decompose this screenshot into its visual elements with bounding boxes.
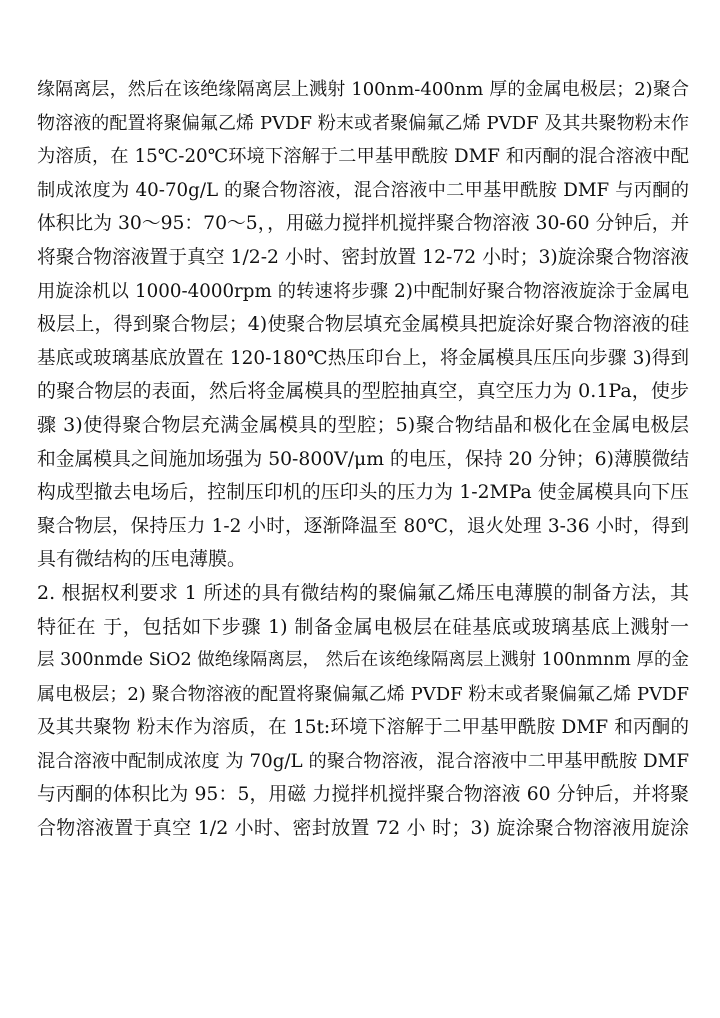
text-line: 骤 3)使得聚合物层充满金属模具的型腔；5)聚合物结晶和极化在金属电极层: [37, 413, 689, 436]
text-line: 具有微结构的压电薄膜。: [37, 548, 247, 571]
text-line: 体积比为 30～95：70～5，，用磁力搅拌机搅拌聚合物溶液 30-60 分钟后，并: [37, 213, 689, 235]
text-line: 用旋涂机以 1000-4000rpm 的转速将步骤 2)中配制好聚合物溶液旋涂于金属电: [37, 280, 689, 302]
text-line: 属电极层；2) 聚合物溶液的配置将聚偏氟乙烯 PVDF 粉末或者聚偏氟乙烯 PVDF: [37, 683, 689, 705]
text-line: 构成型撤去电场后，控制压印机的压印头的压力为 1-2MPa 使金属模具向下压: [37, 482, 689, 504]
text-line: 与丙酮的体积比为 95：5，用磁 力搅拌机搅拌聚合物溶液 60 分钟后，并将聚: [37, 784, 689, 806]
text-line: 将聚合物溶液置于真空 1/2-2 小时、密封放置 12-72 小时；3)旋涂聚合物溶液: [37, 246, 689, 268]
text-line: 2. 根据权利要求 1 所述的具有微结构的聚偏氟乙烯压电薄膜的制备方法，其: [37, 581, 689, 604]
text-line: 聚合物层，保持压力 1-2 小时，逐渐降温至 80℃，退火处理 3-36 小时，得到: [37, 515, 689, 537]
text-line: 极层上，得到聚合物层；4)使聚合物层填充金属模具把旋涂好聚合物溶液的硅: [37, 313, 689, 336]
text-line: 制成浓度为 40-70g/L 的聚合物溶液，混合溶液中二甲基甲酰胺 DMF 与丙酮的: [37, 179, 689, 201]
text-line: 混合溶液中配制成浓度 为 70g/L 的聚合物溶液，混合溶液中二甲基甲酰胺 DMF: [37, 750, 689, 772]
text-line: 为溶质，在 15℃-20℃环境下溶解于二甲基甲酰胺 DMF 和丙酮的混合溶液中配: [37, 146, 689, 168]
text-line: 的聚合物层的表面，然后将金属模具的型腔抽真空，真空压力为 0.1Pa，使步: [37, 380, 689, 403]
text-line: 物溶液的配置将聚偏氟乙烯 PVDF 粉末或者聚偏氟乙烯 PVDF 及其共聚物粉末作: [37, 112, 689, 134]
text-line: 层 300nmde SiO2 做绝缘隔离层， 然后在该绝缘隔离层上溅射 100nmnm 厚的金: [37, 650, 689, 671]
document-body: [37, 73, 689, 846]
text-line: 缘隔离层，然后在该绝缘隔离层上溅射 100nm-400nm 厚的金属电极层；2)聚合: [37, 79, 689, 100]
text-line: 及其共聚物 粉末作为溶质，在 15t:环境下溶解于二甲基甲酰胺 DMF 和丙酮的: [37, 717, 689, 739]
text-line: 合物溶液置于真空 1/2 小时、密封放置 72 小 时；3) 旋涂聚合物溶液用旋涂: [37, 817, 689, 840]
text-line: 基底或玻璃基底放置在 120-180℃热压印台上，将金属模具压压向步骤 3)得到: [37, 347, 689, 369]
text-line: 和金属模具之间施加场强为 50-800V/μm 的电压，保持 20 分钟；6)薄膜微结: [37, 448, 689, 470]
text-line: 特征在 于，包括如下步骤 1) 制备金属电极层在硅基底或玻璃基底上溅射一: [37, 615, 689, 638]
